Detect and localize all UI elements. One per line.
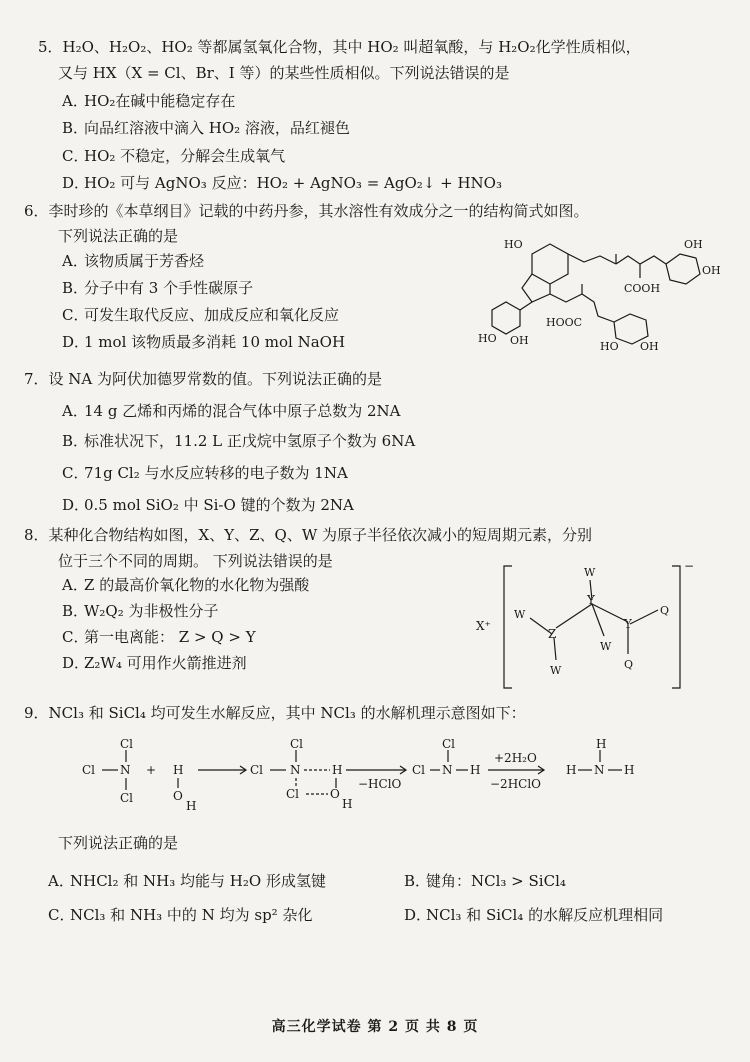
q6-stem-line2: 下列说法正确的是 — [58, 227, 179, 245]
fig6-label-oh-bottom2: OH — [640, 340, 659, 352]
fig6-label-ho-top: HO — [504, 238, 523, 251]
fig8-cation-x: X⁺ — [476, 619, 491, 633]
mech-cl-2c: Cl — [286, 787, 300, 801]
mech-h-2b: H — [342, 797, 353, 811]
mech-n-1: N — [120, 763, 131, 777]
q9-option-a: A．NHCl₂ 和 NH₃ 均能与 H₂O 形成氢键 — [48, 872, 326, 890]
mech-h-4b: H — [566, 763, 577, 777]
mech-cl-3a: Cl — [442, 737, 456, 751]
q6-stem-line1: 6．李时珍的《本草纲目》记载的中药丹参，其水溶性有效成分之一的结构简式如图。 — [24, 202, 589, 220]
mech-h-4a: H — [596, 737, 607, 751]
mech-cl-2a: Cl — [290, 737, 304, 751]
mech-h-4c: H — [624, 763, 635, 777]
fig8-atom-w-bottom: W — [550, 664, 562, 677]
fig8-atom-y: Y — [587, 593, 595, 607]
q5-option-b: B．向品红溶液中滴入 HO₂ 溶液，品红褪色 — [62, 119, 350, 137]
mech-cl-3b: Cl — [412, 763, 426, 777]
mech-h-3: H — [470, 763, 481, 777]
mech-h-water2: H — [186, 799, 197, 813]
mech-n-3: N — [442, 763, 453, 777]
fig6-label-ho-bottom2: HO — [600, 340, 619, 352]
mech-h-water: H — [173, 763, 184, 777]
q8-stem-line1: 8．某种化合物结构如图，X、Y、Z、Q、W 为原子半径依次减小的短周期元素，分别 — [24, 526, 593, 544]
page-footer: 高三化学试卷 第 2 页 共 8 页 — [271, 1019, 479, 1035]
fig6-label-ho-bottom: HO — [478, 332, 497, 345]
mech-cl-2b: Cl — [250, 763, 264, 777]
q5-option-d: D．HO₂ 可与 AgNO₃ 反应：HO₂ + AgNO₃ = AgO₂↓ + HNO₃ — [62, 174, 502, 192]
q8-option-b: B．W₂Q₂ 为非极性分子 — [62, 602, 219, 620]
q5-stem-line1: 5．H₂O、H₂O₂、HO₂ 等都属氢氧化合物，其中 HO₂ 叫超氧酸，与 H₂O₂化学性质相似， — [38, 38, 641, 56]
fig6-label-cooh: COOH — [624, 282, 661, 295]
q8-structure-figure — [470, 558, 720, 698]
mech-cl-1b: Cl — [82, 763, 96, 777]
mech-o-2: O — [330, 787, 340, 801]
mech-n-2: N — [290, 763, 301, 777]
mech-minus-2hclo: −2HClO — [490, 777, 542, 791]
mech-cl-1c: Cl — [120, 791, 134, 805]
q7-stem: 7．设 NA 为阿伏加德罗常数的值。下列说法正确的是 — [24, 370, 383, 388]
q8-option-a: A．Z 的最高价氧化物的水化物为强酸 — [62, 576, 310, 594]
q8-stem-line2: 位于三个不同的周期。 下列说法错误的是 — [58, 552, 333, 570]
fig8-atom-q-right: Q — [660, 604, 670, 617]
q8-option-d: D．Z₂W₄ 可用作火箭推进剂 — [62, 654, 247, 672]
q9-stem-line1: 9．NCl₃ 和 SiCl₄ 均可发生水解反应，其中 NCl₃ 的水解机理示意图如下： — [24, 704, 526, 722]
q6-option-a: A．该物质属于芳香烃 — [62, 252, 205, 270]
fig6-label-hooc: HOOC — [546, 316, 583, 329]
q7-option-b: B．标准状况下，11.2 L 正戊烷中氢原子个数为 6NA — [62, 432, 416, 450]
fig8-atom-w-left: W — [514, 608, 526, 621]
fig6-label-oh-bottom1: OH — [510, 334, 529, 347]
fig8-atom-y2: Y — [624, 617, 632, 631]
q7-option-a: A．14 g 乙烯和丙烯的混合气体中原子总数为 2NA — [62, 402, 401, 420]
mech-plus: + — [146, 763, 157, 777]
q6-option-b: B．分子中有 3 个手性碳原子 — [62, 279, 254, 297]
mech-plus-2h2o: +2H₂O — [494, 751, 537, 765]
fig8-atom-w-mid: W — [600, 640, 612, 653]
mech-minus-hclo: −HClO — [358, 777, 402, 791]
mech-n-4: N — [594, 763, 605, 777]
mech-o-water: O — [173, 789, 183, 803]
q9-option-d: D．NCl₃ 和 SiCl₄ 的水解反应机理相同 — [404, 906, 664, 924]
q5-option-a: A．HO₂在碱中能稳定存在 — [62, 92, 236, 110]
q6-option-c: C．可发生取代反应、加成反应和氧化反应 — [62, 306, 340, 324]
q9-option-c: C．NCl₃ 和 NH₃ 中的 N 均为 sp² 杂化 — [48, 906, 313, 924]
q9-stem-line2: 下列说法正确的是 — [58, 834, 179, 852]
salvianolic-structure-figure — [470, 232, 730, 352]
q5-option-c: C．HO₂ 不稳定，分解会生成氧气 — [62, 147, 286, 165]
q7-option-d: D．0.5 mol SiO₂ 中 Si-O 键的个数为 2NA — [62, 496, 354, 514]
q5-stem-line2: 又与 HX（X = Cl、Br、I 等）的某些性质相似。下列说法错误的是 — [58, 64, 510, 82]
fig8-atom-z: Z — [548, 627, 557, 641]
fig8-anion-charge: − — [684, 559, 695, 573]
q9-mechanism-figure — [80, 736, 660, 820]
q8-option-c: C．第一电离能： Z > Q > Y — [62, 628, 256, 646]
q7-option-c: C．71g Cl₂ 与水反应转移的电子数为 1NA — [62, 464, 348, 482]
mech-h-2: H — [332, 763, 343, 777]
q6-option-d: D．1 mol 该物质最多消耗 10 mol NaOH — [62, 333, 346, 351]
q9-option-b: B．键角：NCl₃ > SiCl₄ — [404, 872, 566, 890]
fig8-atom-w-top: W — [584, 566, 596, 579]
mech-cl-1a: Cl — [120, 737, 134, 751]
fig8-atom-q-bottom: Q — [624, 658, 634, 671]
fig6-label-oh-right1: OH — [684, 238, 703, 251]
fig6-label-oh-right2: OH — [702, 264, 721, 277]
